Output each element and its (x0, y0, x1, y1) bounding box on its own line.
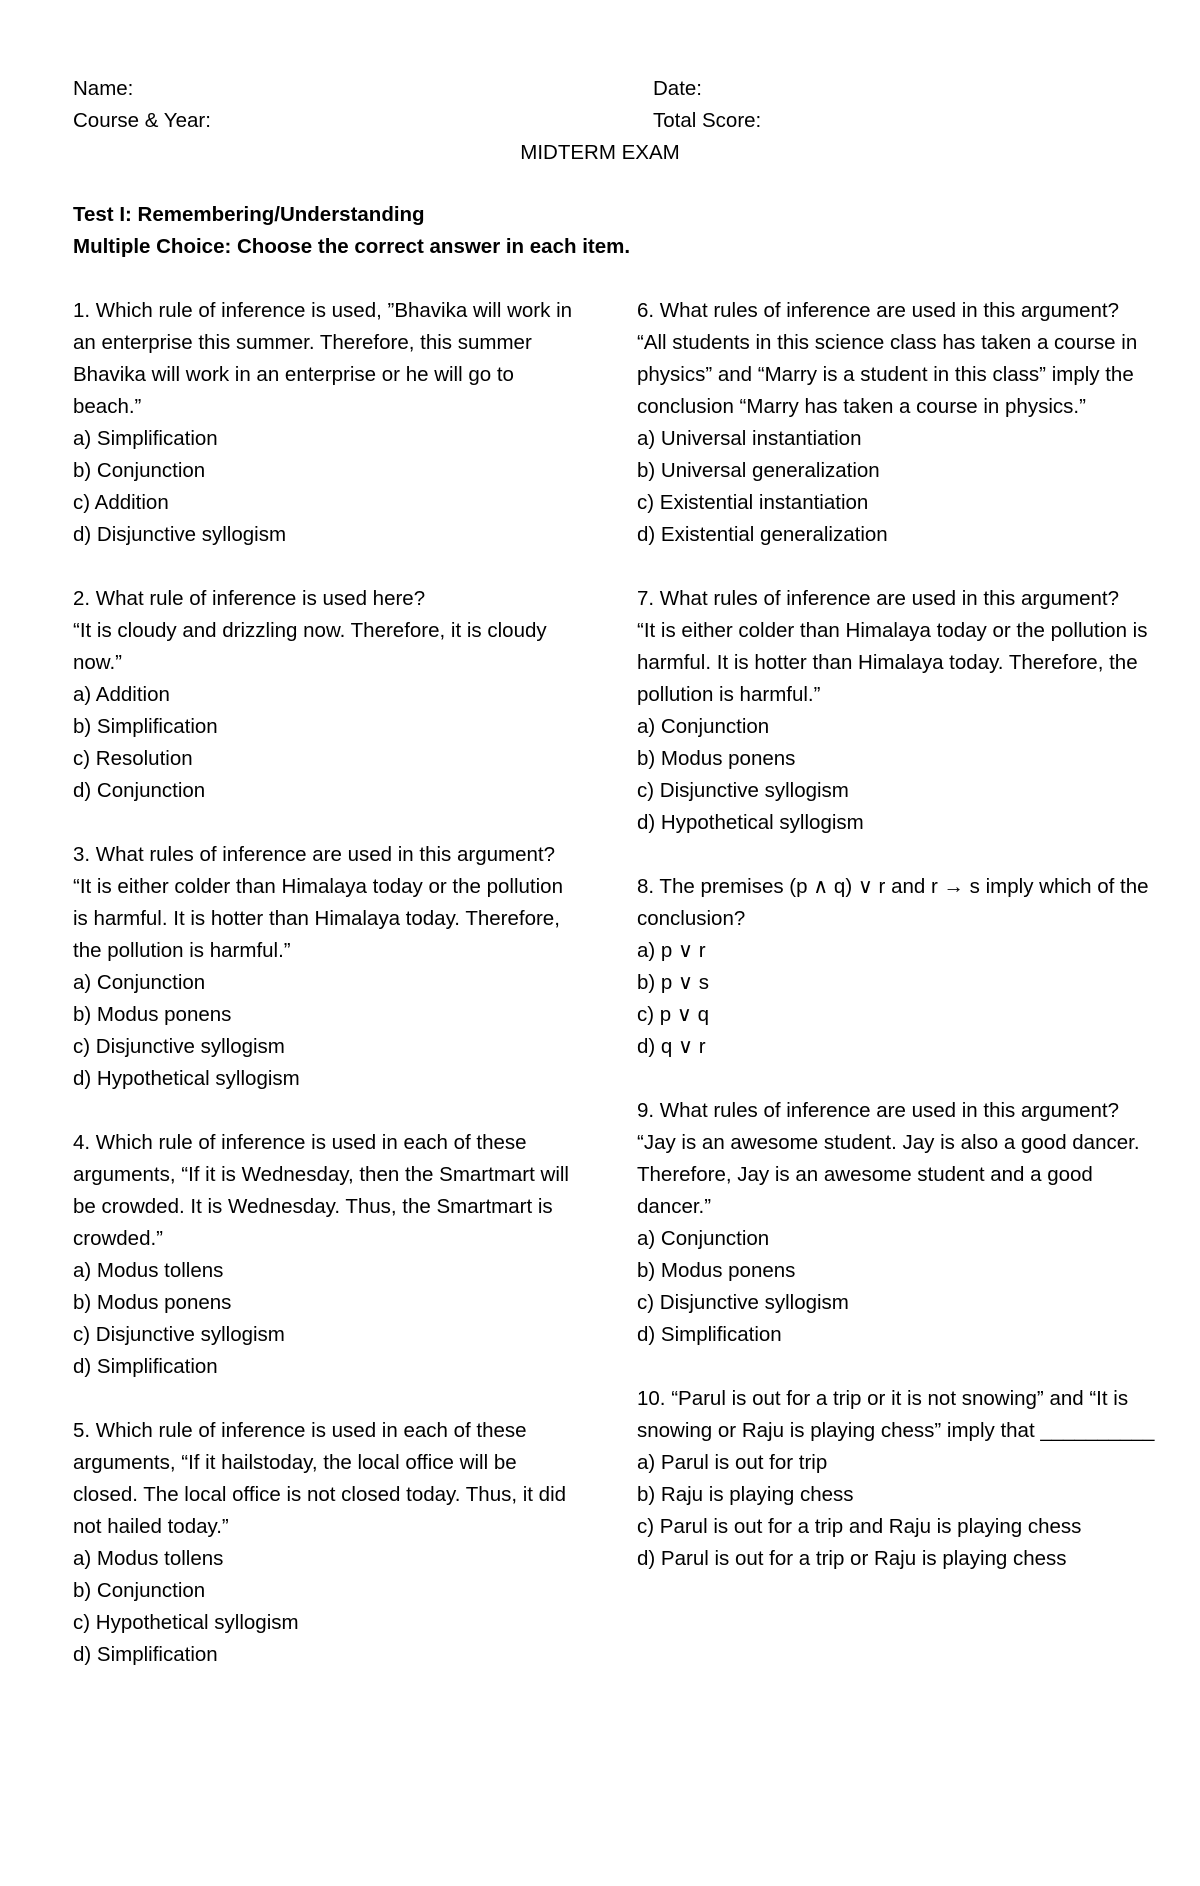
question-stem: 6. What rules of inference are used in this argument? (637, 299, 1120, 322)
answer-option: b) Simplification (73, 715, 218, 738)
date-label: Date: (653, 77, 702, 100)
answer-options (73, 679, 583, 807)
questions-right-column (637, 295, 1157, 1607)
answer-option: c) p ∨ q (637, 1003, 709, 1026)
question-7 (637, 583, 1157, 839)
question-2 (73, 583, 583, 807)
student-info-right (653, 73, 761, 137)
question-1 (73, 295, 583, 551)
question-stem: 7. What rules of inference are used in this argument? (637, 587, 1120, 610)
answer-option: a) Modus tollens (73, 1547, 224, 1570)
answer-options (73, 1255, 583, 1383)
question-stem: 2. What rule of inference is used here? (73, 587, 426, 610)
answer-option: a) Conjunction (637, 1227, 770, 1250)
answer-option: b) Raju is playing chess (637, 1483, 854, 1506)
answer-option: a) Parul is out for trip (637, 1451, 828, 1474)
answer-option: a) Conjunction (637, 715, 770, 738)
question-3 (73, 839, 583, 1095)
answer-option: c) Existential instantiation (637, 491, 869, 514)
total-score-label: Total Score: (653, 109, 762, 132)
answer-option: d) Simplification (73, 1643, 218, 1666)
answer-option: b) Conjunction (73, 1579, 206, 1602)
question-10 (637, 1383, 1157, 1575)
answer-option: c) Hypothetical syllogism (73, 1611, 299, 1634)
question-5 (73, 1415, 583, 1671)
answer-option: b) Modus ponens (637, 747, 796, 770)
answer-option: d) q ∨ r (637, 1035, 706, 1058)
answer-option: c) Resolution (73, 747, 193, 770)
answer-option: d) Parul is out for a trip or Raju is playing chess (637, 1547, 1067, 1570)
question-stem: 1. Which rule of inference is used, ”Bhavika will work in an enterprise this summer. Therefore, this summer Bhavika will work in an enterprise or he will go to beach.” (73, 299, 573, 418)
answer-options (637, 935, 1157, 1063)
answer-option: b) Modus ponens (637, 1259, 796, 1282)
answer-option: c) Disjunctive syllogism (637, 779, 849, 802)
answer-option: b) Universal generalization (637, 459, 880, 482)
answer-option: b) Modus ponens (73, 1003, 232, 1026)
question-stem: 3. What rules of inference are used in this argument? (73, 843, 556, 866)
answer-options (73, 423, 583, 551)
answer-option: d) Hypothetical syllogism (73, 1067, 300, 1090)
question-argument: “Jay is an awesome student. Jay is also a good dancer. Therefore, Jay is an awesome student and a good dancer.” (637, 1131, 1140, 1218)
question-argument: “It is cloudy and drizzling now. Therefore, it is cloudy now.” (73, 619, 547, 674)
answer-option: a) p ∨ r (637, 939, 706, 962)
answer-options (73, 1543, 583, 1671)
question-argument: “All students in this science class has taken a course in physics” and “Marry is a student in this class” imply the conclusion “Marry has taken a course in physics.” (637, 331, 1138, 418)
answer-option: d) Simplification (73, 1355, 218, 1378)
answer-option: b) p ∨ s (637, 971, 709, 994)
answer-option: c) Disjunctive syllogism (73, 1323, 285, 1346)
question-argument: “It is either colder than Himalaya today or the pollution is harmful. It is hotter than Himalaya today. Therefore, the pollution is harmful.” (73, 875, 563, 962)
test-instruction: Multiple Choice: Choose the correct answer in each item. (73, 235, 631, 258)
course-year-label: Course & Year: (73, 109, 211, 132)
answer-option: c) Disjunctive syllogism (73, 1035, 285, 1058)
question-4 (73, 1127, 583, 1383)
student-info-left (73, 73, 211, 137)
question-8 (637, 871, 1157, 1063)
question-stem: 10. “Parul is out for a trip or it is not snowing” and “It is snowing or Raju is playing chess” imply that __________ (637, 1387, 1155, 1442)
answer-options (73, 967, 583, 1095)
answer-option: d) Existential generalization (637, 523, 888, 546)
answer-option: b) Conjunction (73, 459, 206, 482)
answer-option: a) Universal instantiation (637, 427, 862, 450)
exam-title: MIDTERM EXAM (520, 141, 680, 164)
question-9 (637, 1095, 1157, 1351)
answer-options (637, 1447, 1157, 1575)
test-section-heading (73, 199, 630, 263)
answer-option: d) Simplification (637, 1323, 782, 1346)
question-stem: 5. Which rule of inference is used in each of these arguments, “If it hailstoday, the local office will be closed. The local office is not closed today. Thus, it did not hailed today.” (73, 1419, 567, 1538)
answer-options (637, 423, 1157, 551)
questions-left-column (73, 295, 583, 1703)
question-6 (637, 295, 1157, 551)
answer-option: c) Addition (73, 491, 169, 514)
answer-option: d) Conjunction (73, 779, 206, 802)
answer-option: a) Addition (73, 683, 170, 706)
answer-option: b) Modus ponens (73, 1291, 232, 1314)
answer-option: c) Parul is out for a trip and Raju is playing chess (637, 1515, 1082, 1538)
answer-options (637, 711, 1157, 839)
answer-option: d) Hypothetical syllogism (637, 811, 864, 834)
question-argument: “It is either colder than Himalaya today or the pollution is harmful. It is hotter than Himalaya today. Therefore, the pollution is harmful.” (637, 619, 1148, 706)
test-title: Test I: Remembering/Understanding (73, 203, 425, 226)
answer-option: a) Modus tollens (73, 1259, 224, 1282)
answer-option: a) Simplification (73, 427, 218, 450)
answer-option: d) Disjunctive syllogism (73, 523, 287, 546)
answer-options (637, 1223, 1157, 1351)
question-stem: 9. What rules of inference are used in this argument? (637, 1099, 1120, 1122)
answer-option: c) Disjunctive syllogism (637, 1291, 849, 1314)
question-stem: 4. Which rule of inference is used in each of these arguments, “If it is Wednesday, then the Smartmart will be crowded. It is Wednesday. Thus, the Smartmart is crowded.” (73, 1131, 569, 1250)
name-label: Name: (73, 77, 134, 100)
answer-option: a) Conjunction (73, 971, 206, 994)
question-stem: 8. The premises (p ∧ q) ∨ r and r → s imply which of the conclusion? (637, 875, 1149, 930)
